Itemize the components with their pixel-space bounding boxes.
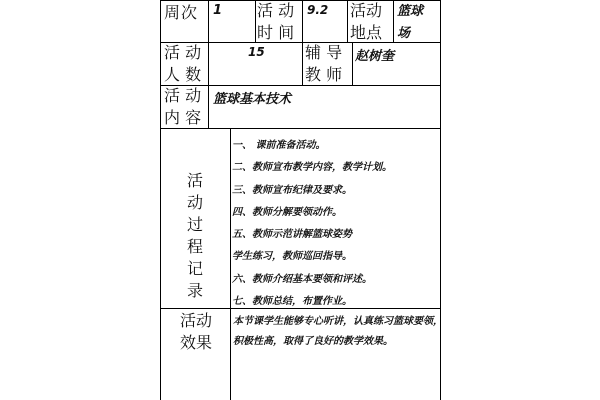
table-border <box>230 128 231 400</box>
table-border <box>208 0 209 128</box>
content-label-line1: 活 动 <box>164 86 202 105</box>
table-border <box>393 0 394 42</box>
place-label <box>350 0 392 44</box>
count-label-line2: 人 数 <box>164 65 202 84</box>
effect-label-line2: 效果 <box>179 333 212 352</box>
list-item: 三、教师宣布纪律及要求。 <box>232 184 352 196</box>
process-label-char: 过 <box>186 215 203 234</box>
place-value-line1: 篮球 <box>397 4 424 19</box>
time-label-line2: 时 间 <box>257 23 295 42</box>
table-border <box>352 42 353 85</box>
teacher-value: 赵树奎 <box>355 49 395 64</box>
list-item: 学生练习，教师巡回指导。 <box>232 251 352 263</box>
teacher-label-line1: 辅 导 <box>305 43 343 62</box>
place-value <box>397 1 437 45</box>
count-value: 15 <box>248 45 265 59</box>
effect-value: 本节课学生能够专心听讲，认真练习篮球要领，积极性高，取得了良好的教学效果。 <box>233 316 443 347</box>
place-label-line1: 活动 <box>350 1 383 20</box>
place-label-line2: 地点 <box>350 23 383 42</box>
process-label-char: 活 <box>186 171 203 190</box>
process-label-char: 程 <box>186 237 203 256</box>
list-item: 一、 课前准备活动。 <box>232 140 326 151</box>
teacher-label <box>305 42 350 86</box>
list-item: 五、教师示范讲解篮球姿势 <box>232 229 352 241</box>
week-value: 1 <box>213 3 223 18</box>
content-label <box>164 85 206 129</box>
process-label-char: 动 <box>186 193 203 212</box>
table-border <box>347 0 348 42</box>
process-label-char: 记 <box>186 259 203 278</box>
content-value: 篮球基本技术 <box>213 92 292 107</box>
week-label: 周次 <box>164 3 199 22</box>
process-steps-list <box>232 135 442 313</box>
count-label-line1: 活 动 <box>164 43 202 62</box>
place-value-line2: 场 <box>397 26 411 41</box>
time-label <box>257 0 301 44</box>
content-label-line2: 内 容 <box>164 108 202 127</box>
table-border <box>160 0 161 400</box>
effect-label-line1: 活动 <box>179 311 212 330</box>
effect-label <box>175 310 217 354</box>
table-border <box>302 0 303 85</box>
process-label-char: 录 <box>186 281 203 300</box>
list-item: 六、教师介绍基本要领和评述。 <box>232 273 372 285</box>
teacher-label-line2: 教 师 <box>305 65 343 84</box>
count-label <box>164 42 206 86</box>
time-value: 9.2 <box>307 3 329 17</box>
list-item: 二、教师宣布教学内容，教学计划。 <box>232 162 392 174</box>
table-border <box>255 0 256 42</box>
process-label <box>181 170 209 302</box>
list-item: 七、教师总结，布置作业。 <box>232 296 352 308</box>
time-label-line1: 活 动 <box>257 1 295 20</box>
list-item: 四、教师分解要领动作。 <box>232 206 342 218</box>
